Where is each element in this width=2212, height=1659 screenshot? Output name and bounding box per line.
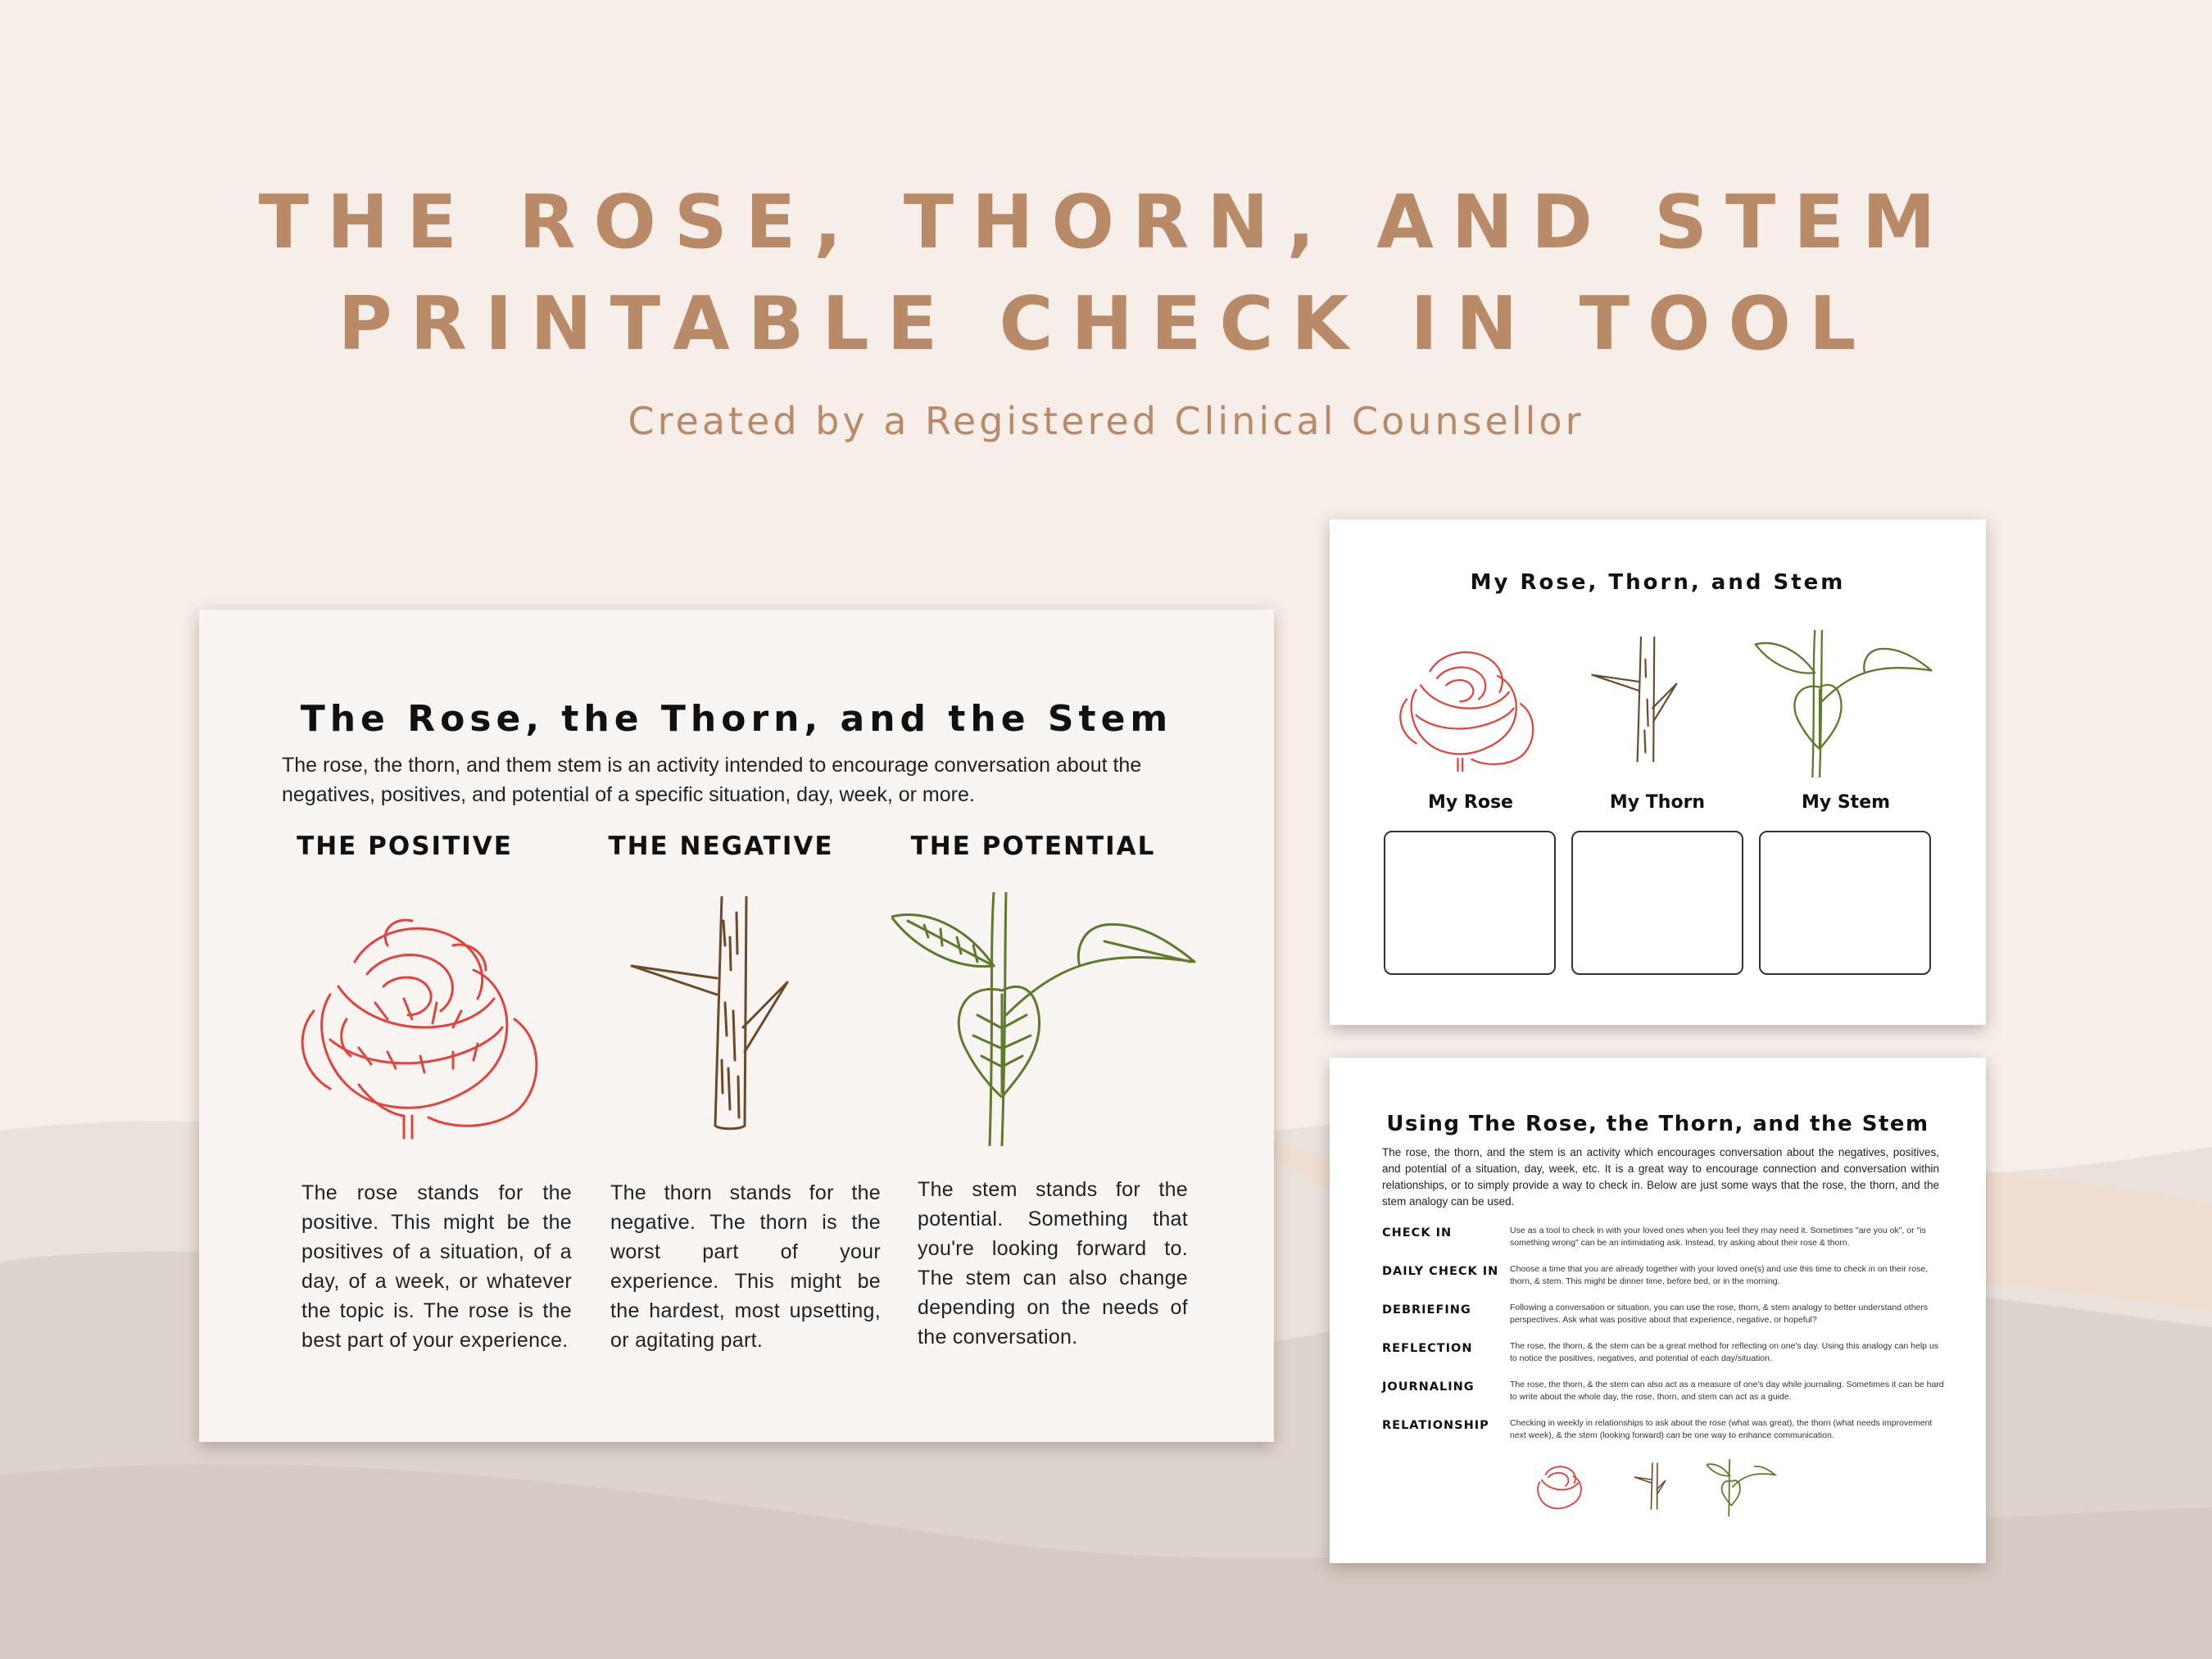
hero-title-line-2: PRINTABLE CHECK IN TOOL bbox=[338, 281, 1874, 367]
stem-icon bbox=[891, 892, 1203, 1146]
heading-positive: THE POSITIVE bbox=[297, 832, 513, 861]
use-row-journaling bbox=[1382, 1379, 1947, 1415]
use-label: JOURNALING bbox=[1382, 1380, 1475, 1394]
main-worksheet-intro: The rose, the thorn, and them stem is an activity intended to encourage conversation about the negatives, positives, and potential of a specific situation, day, week, or more. bbox=[282, 754, 1142, 806]
using-worksheet bbox=[1330, 1058, 1986, 1563]
heading-potential: THE POTENTIAL bbox=[910, 832, 1156, 861]
my-worksheet-title: My Rose, Thorn, and Stem bbox=[1470, 570, 1846, 595]
use-label: CHECK IN bbox=[1382, 1226, 1453, 1240]
hero-subtitle: Created by a Registered Clinical Counsellor bbox=[628, 399, 1584, 443]
thorn-icon bbox=[1633, 1459, 1672, 1516]
use-text: Checking in weekly in relationships to ask about the rose (what was great), the thorn (what needs improvement next week), & the stem (looking forward) can be one way to enhance communication. bbox=[1510, 1418, 1933, 1440]
use-label: REFLECTION bbox=[1382, 1342, 1473, 1355]
description-negative: The thorn stands for the negative. The thorn is the worst part of your experience. This might be the hardest, most upsetting, or agitating part. bbox=[610, 1181, 881, 1352]
my-stem-writing-box[interactable] bbox=[1759, 831, 1931, 975]
use-label: RELATIONSHIP bbox=[1382, 1419, 1489, 1432]
use-row-check-in bbox=[1382, 1225, 1947, 1261]
hero-title-line-1: THE ROSE, THORN, AND STEM bbox=[258, 179, 1954, 265]
rose-icon bbox=[1526, 1459, 1593, 1516]
label-my-thorn: My Thorn bbox=[1609, 792, 1706, 813]
use-label: DAILY CHECK IN bbox=[1382, 1265, 1499, 1278]
use-label: DEBRIEFING bbox=[1382, 1303, 1471, 1317]
my-rose-writing-box[interactable] bbox=[1384, 831, 1556, 975]
heading-negative: THE NEGATIVE bbox=[608, 832, 834, 861]
rose-icon bbox=[281, 896, 551, 1142]
use-row-daily-check-in bbox=[1382, 1263, 1947, 1299]
use-row-reflection bbox=[1382, 1340, 1947, 1376]
stem-icon bbox=[1707, 1459, 1777, 1516]
use-text: Use as a tool to check in with your loved ones when you feel they may need it. Sometimes "are you ok", or "is something wrong" can be an intimidating ask. Instead, try asking about their rose & thorn. bbox=[1510, 1226, 1926, 1248]
label-my-stem: My Stem bbox=[1801, 792, 1891, 813]
main-worksheet-title: The Rose, the Thorn, and the Stem bbox=[300, 698, 1173, 740]
use-text: Following a conversation or situation, you can use the rose, thorn, & stem analogy to better understand others perspectives. Ask what was positive about that experience, negative, or hopeful? bbox=[1510, 1303, 1929, 1325]
use-text: Choose a time that you are already together with your loved one(s) and use this time to check in on their rose, thorn, & stem. This might be dinner time, before bed, or in the morning. bbox=[1510, 1264, 1929, 1286]
use-text: The rose, the thorn, & the stem can also act as a measure of one's day while journaling. Sometimes it can be hard to write about the whole day, the rose, thorn, and stem can act as a guide. bbox=[1510, 1380, 1944, 1402]
stem-icon bbox=[1752, 630, 1940, 777]
rose-icon bbox=[1371, 634, 1559, 773]
my-rose-thorn-stem-worksheet bbox=[1330, 519, 1986, 1025]
hero-title bbox=[0, 172, 2212, 375]
main-worksheet bbox=[199, 610, 1274, 1442]
thorn-icon bbox=[1588, 634, 1694, 773]
description-potential: The stem stands for the potential. Something that you're looking forward to. The stem can also change depending on the needs of the conversation. bbox=[918, 1178, 1188, 1349]
label-my-rose: My Rose bbox=[1428, 792, 1513, 813]
use-row-debriefing bbox=[1382, 1302, 1947, 1338]
thorn-icon bbox=[623, 896, 820, 1142]
using-worksheet-intro: The rose, the thorn, and the stem is an activity which encourages conversation about the negatives, positives, and potential of a situation, day, week, etc. It is a great way to encourage connection and conversation within relationships, or to simply provide a way to check in. Below are just some ways that the rose, the thorn, and the stem analogy can be used. bbox=[1382, 1146, 1939, 1208]
use-row-relationship bbox=[1382, 1417, 1947, 1453]
my-thorn-writing-box[interactable] bbox=[1571, 831, 1743, 975]
description-positive: The rose stands for the positive. This might be the positives of a situation, of a day, of a week, or whatever the topic is. The rose is the best part of your experience. bbox=[301, 1181, 572, 1352]
use-text: The rose, the thorn, & the stem can be a great method for reflecting on one's day. Using this analogy can help us to notice the positives, negatives, and potential of each day/situation. bbox=[1510, 1341, 1939, 1363]
using-worksheet-title: Using The Rose, the Thorn, and the Stem bbox=[1386, 1112, 1929, 1136]
